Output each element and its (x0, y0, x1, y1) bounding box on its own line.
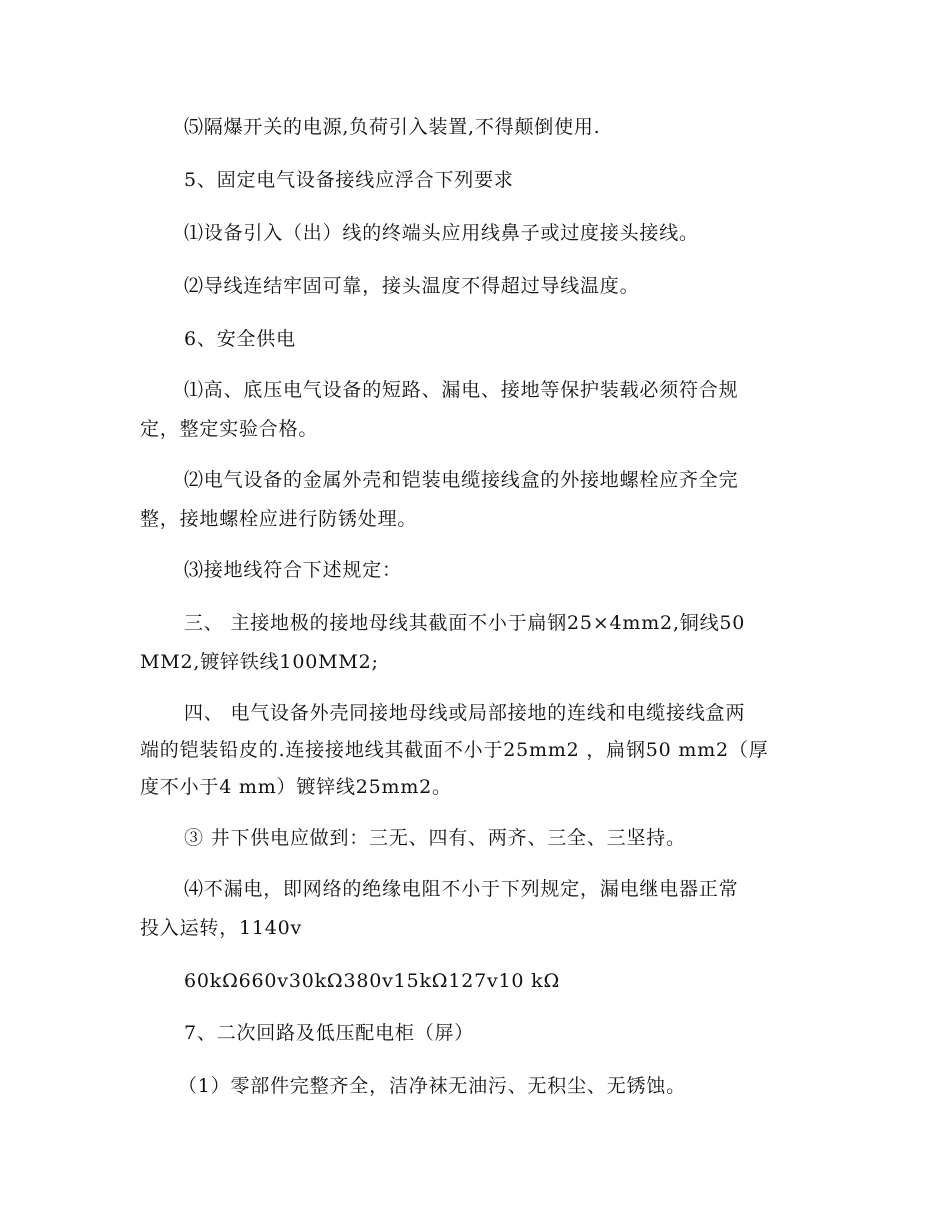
section-heading: 5、固定电气设备接线应浮合下列要求 (184, 169, 514, 191)
paragraph-line: ⑷不漏电，即网络的绝缘电阻不小于下列规定，漏电继电器正常 (184, 878, 739, 900)
paragraph-line: 度不小于4 mm）镀锌线25mm2。 (140, 776, 452, 798)
paragraph-line: （1）零部件完整齐全，洁净袜无油污、无积尘、无锈蚀。 (178, 1075, 686, 1097)
paragraph-line: ⑶接地线符合下述规定： (184, 559, 402, 581)
paragraph-line: 四、 电气设备外壳同接地母线或局部接地的连线和电缆接线盒两 (184, 702, 746, 724)
paragraph-line: 60kΩ660v30kΩ380v15kΩ127v10 kΩ (184, 970, 561, 992)
paragraph-line: ⑸隔爆开关的电源,负荷引入装置,不得颠倒使用. (184, 116, 601, 138)
paragraph-line: 投入运转，1140v (140, 917, 303, 939)
paragraph-line: 三、 主接地极的接地母线其截面不小于扁钢25×4mm2,铜线50 (184, 612, 746, 634)
paragraph-line: ⑴设备引入（出）线的终端头应用线鼻子或过度接头接线。 (184, 222, 699, 244)
paragraph-line: ⑴高、底压电气设备的短路、漏电、接地等保护装载必须符合规 (184, 379, 739, 401)
paragraph-line: ⑵电气设备的金属外壳和铠装电缆接线盒的外接地螺栓应齐全完 (184, 469, 739, 491)
paragraph-line: ⑵导线连结牢固可靠，接头温度不得超过导线温度。 (184, 275, 640, 297)
paragraph-line: 定，整定实验合格。 (140, 418, 319, 440)
paragraph-line: 端的铠装铅皮的.连接接地线其截面不小于25mm2 ，扁钢50 mm2（厚 (140, 739, 769, 761)
paragraph-line: MM2,镀锌铁线100MM2; (140, 651, 379, 673)
paragraph-line: ③ 井下供电应做到：三无、四有、两齐、三全、三坚持。 (184, 827, 686, 849)
section-heading: 7、二次回路及低压配电柜（屏） (184, 1022, 475, 1044)
section-heading: 6、安全供电 (184, 328, 296, 350)
paragraph-line: 整，接地螺栓应进行防锈处理。 (140, 508, 418, 530)
